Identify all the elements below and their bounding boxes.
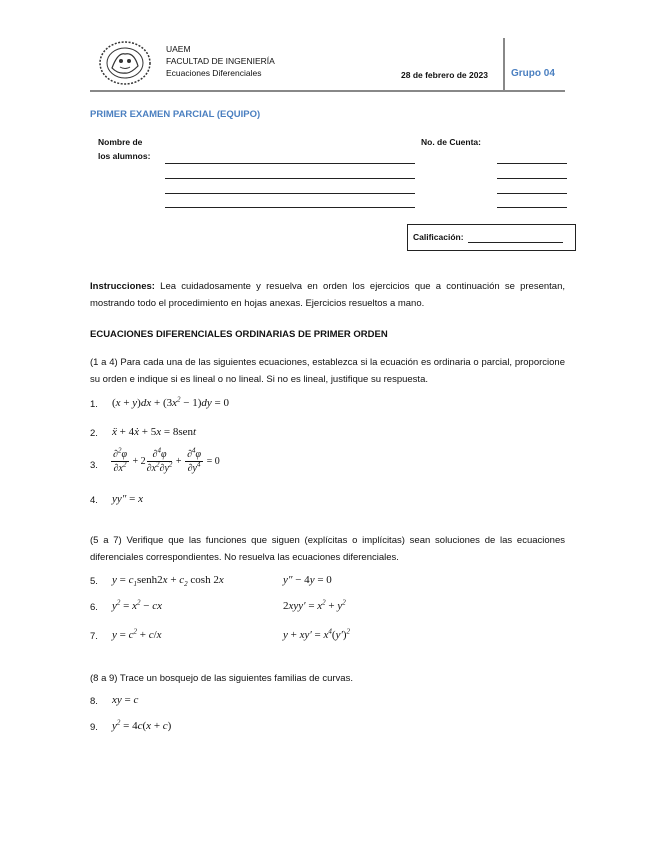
institution-name: UAEM [166,44,191,54]
item-number: 9. [90,722,98,733]
item-number: 1. [90,399,98,410]
equation-9: $y^2 = 4c(x + c)$ [112,718,172,732]
names-label-line2: los alumnos: [98,151,151,161]
equation-7-solution: $y = c^2 + c/x$ [112,627,162,641]
name-line-3[interactable] [165,193,415,194]
account-line-1[interactable] [497,163,567,164]
grade-label-text: Calificación: [413,232,464,242]
header-text [166,43,275,79]
header-divider-horizontal [90,90,565,92]
equation-1: $(x + y)dx + (3x^2 - 1)dy = 0$ [112,395,229,409]
instructions [90,278,565,312]
item-number: 7. [90,631,98,642]
equation-6-de: $2xyy' = x^2 + y^2$ [283,598,346,612]
account-line-4[interactable] [497,207,567,208]
header-divider-vertical [503,38,505,90]
exam-title: PRIMER EXAMEN PARCIAL (EQUIPO) [90,109,261,120]
equation-7-de: $y + xy' = x^4(y')^2$ [283,627,351,641]
names-label-line1: Nombre de [98,137,143,147]
item-number: 4. [90,495,98,506]
item-number: 2. [90,428,98,439]
item-number: 6. [90,602,98,613]
part3-intro: (8 a 9) Trace un bosquejo de las siguientes familias de curvas. [90,673,353,684]
names-label [98,135,150,163]
instructions-label: Instrucciones: [90,281,155,292]
equation-4: yy″ = x [112,493,143,505]
grade-line[interactable] [468,242,563,243]
section-title: ECUACIONES DIFERENCIALES ORDINARIAS DE PRIMER ORDEN [90,329,388,340]
instructions-text: Lea cuidadosamente y resuelva en orden los ejercicios que a continuación se presentan, mostrando todo el procedimiento en hojas anexas. Ejercicios resueltos a mano. [90,281,565,309]
item-number: 5. [90,576,98,587]
faculty-name: FACULTAD DE INGENIERÍA [166,56,275,66]
item-number: 3. [90,460,98,471]
equation-8: xy = c [112,694,139,706]
equation-3: $\frac{\partial^2\varphi}{\partial x^2}$ + 2 $\frac{\partial^4\varphi}{\partial x^2\partial y^2}$ + $\frac{\partial^4\varphi}{\partial y^4}$ = 0 [113,446,220,474]
account-line-3[interactable] [497,193,567,194]
account-label: No. de Cuenta: [421,137,481,147]
equation-6-solution: $y^2 = x^2$ − cx [112,598,162,612]
name-line-4[interactable] [165,207,415,208]
name-line-1[interactable] [165,163,415,164]
equation-5-solution: $y = c_1senh2x + c_2$ cosh 2x [112,574,224,589]
group-label: Grupo 04 [511,68,555,79]
course-name: Ecuaciones Diferenciales [166,68,262,78]
part2-intro: (5 a 7) Verifique que las funciones que siguen (explícitas o implícitas) sean soluciones de las ecuaciones diferenciales correspondientes. No resuelva las ecuaciones diferenciales. [90,535,565,563]
exam-date: 28 de febrero de 2023 [401,70,488,80]
item-number: 8. [90,696,98,707]
part1-intro: (1 a 4) Para cada una de las siguientes ecuaciones, establezca si la ecuación es ordinaria o parcial, proporcione su orden e indique si es lineal o no lineal. Si no es lineal, justifique su respuesta. [90,357,565,385]
equation-5-de: y″ − 4y = 0 [283,574,332,586]
account-line-2[interactable] [497,178,567,179]
equation-2: ẍ + 4ẋ + 5x = 8sent [112,426,197,438]
university-seal-logo [98,40,152,86]
grade-label [413,232,464,242]
name-line-2[interactable] [165,178,415,179]
